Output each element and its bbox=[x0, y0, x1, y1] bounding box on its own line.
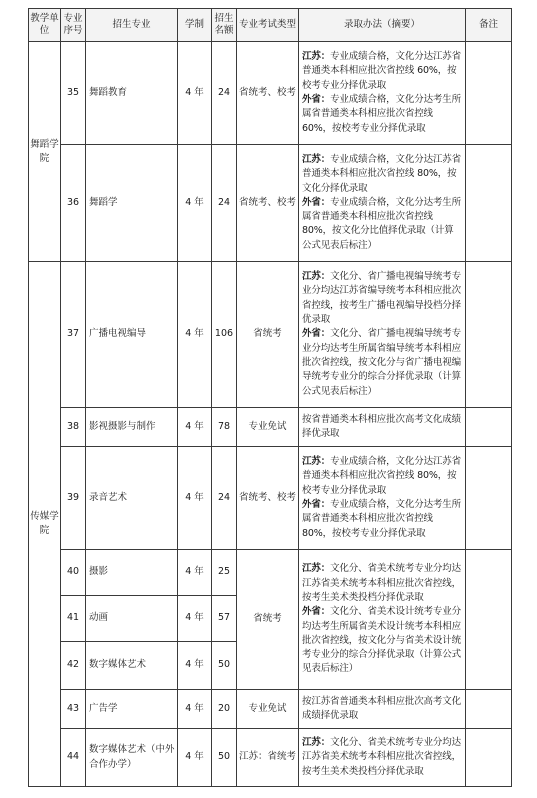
note-cell bbox=[466, 447, 512, 550]
major-cell: 摄影 bbox=[86, 550, 178, 596]
seq-cell: 35 bbox=[61, 42, 86, 145]
quota-cell: 78 bbox=[212, 408, 237, 447]
method-cell bbox=[299, 729, 466, 787]
major-cell: 广播电视编导 bbox=[86, 262, 178, 408]
method-text: 文化分、省美术统考专业分均达江苏省美术统考本科相应批次省控线，按考生美术类投档分择优录取 bbox=[302, 737, 461, 777]
major-cell: 舞蹈学 bbox=[86, 145, 178, 262]
method-cell bbox=[299, 262, 466, 408]
method-jiangsu bbox=[302, 153, 462, 196]
method-text: 按省普通类本科相应批次高考文化成绩择优录取 bbox=[302, 413, 461, 439]
duration-cell: 4 年 bbox=[178, 408, 212, 447]
region-label: 外省： bbox=[302, 606, 331, 618]
quota-cell: 24 bbox=[212, 145, 237, 262]
admission-table-sheet bbox=[28, 8, 511, 794]
quota-cell: 106 bbox=[212, 262, 237, 408]
method-cell bbox=[299, 447, 466, 550]
major-cell: 录音艺术 bbox=[86, 447, 178, 550]
region-label: 外省： bbox=[302, 328, 331, 340]
header-seq: 专业序号 bbox=[61, 9, 86, 42]
seq-cell: 38 bbox=[61, 408, 86, 447]
method-other bbox=[302, 327, 462, 398]
duration-cell: 4 年 bbox=[178, 42, 212, 145]
table-row bbox=[29, 42, 512, 145]
unit-dance: 舞蹈学院 bbox=[29, 42, 61, 262]
header-exam: 专业考试类型 bbox=[237, 9, 299, 42]
duration-cell: 4 年 bbox=[178, 642, 212, 690]
method-text: 文化分、省广播电视编导统考专业分均达考生所属省编导统考本科相应批次省控线，按文化分与省广播电视编导统考专业分的综合分择优录取（计算公式见表后标注） bbox=[302, 328, 461, 397]
table-row bbox=[29, 262, 512, 408]
method-other bbox=[302, 605, 462, 676]
method-cell bbox=[299, 690, 466, 729]
header-major: 招生专业 bbox=[86, 9, 178, 42]
seq-cell: 42 bbox=[61, 642, 86, 690]
region-label: 江苏： bbox=[302, 153, 331, 165]
region-label: 江苏： bbox=[302, 51, 331, 63]
method-text: 文化分、省美术设计统考专业分均达考生所属省美术设计统考本科相应批次省控线，按文化分与省美术设计统考专业分的综合分择优录取（计算公式见表后标注） bbox=[302, 606, 461, 675]
header-row bbox=[29, 9, 512, 42]
region-label: 外省： bbox=[302, 196, 331, 208]
header-method: 录取办法（摘要） bbox=[299, 9, 466, 42]
region-label: 外省： bbox=[302, 499, 331, 510]
table-row bbox=[29, 690, 512, 729]
seq-cell: 40 bbox=[61, 550, 86, 596]
method-text: 文化分、省美术统考专业分均达江苏省美术统考本科相应批次省控线，按考生美术类投档分择优录取 bbox=[302, 563, 461, 603]
region-label: 江苏： bbox=[302, 563, 331, 575]
method-text: 文化分、省广播电视编导统考专业分均达江苏省编导统考本科相应批次省控线，按考生广播电视编导投档分择优录取 bbox=[302, 271, 461, 326]
quota-cell: 24 bbox=[212, 447, 237, 550]
note-cell bbox=[466, 408, 512, 447]
header-quota: 招生名额 bbox=[212, 9, 237, 42]
method-text: 专业成绩合格，文化分达江苏省普通类本科相应批次省控线 60%，按校考专业分择优录取 bbox=[302, 51, 461, 91]
seq-cell: 44 bbox=[61, 729, 86, 787]
note-cell bbox=[466, 550, 512, 690]
duration-cell: 4 年 bbox=[178, 596, 212, 642]
header-duration: 学制 bbox=[178, 9, 212, 42]
quota-cell: 50 bbox=[212, 729, 237, 787]
method-jiangsu bbox=[302, 270, 462, 327]
quota-cell: 57 bbox=[212, 596, 237, 642]
duration-cell: 4 年 bbox=[178, 262, 212, 408]
region-label: 江苏： bbox=[302, 737, 331, 749]
unit-media: 传媒学院 bbox=[29, 262, 61, 787]
exam-cell: 省统考 bbox=[237, 550, 299, 690]
note-cell bbox=[466, 42, 512, 145]
table-row bbox=[29, 550, 512, 596]
duration-cell: 4 年 bbox=[178, 550, 212, 596]
table-row bbox=[29, 408, 512, 447]
exam-cell: 省统考、校考 bbox=[237, 447, 299, 550]
method-jiangsu bbox=[302, 50, 462, 93]
table-row bbox=[29, 145, 512, 262]
header-unit: 教学单位 bbox=[29, 9, 61, 42]
seq-cell: 41 bbox=[61, 596, 86, 642]
region-label: 江苏： bbox=[302, 271, 331, 283]
method-other bbox=[302, 196, 462, 253]
admission-table bbox=[28, 8, 512, 787]
quota-cell: 50 bbox=[212, 642, 237, 690]
header-note: 备注 bbox=[466, 9, 512, 42]
method-text: 专业成绩合格，文化分达江苏省普通类本科相应批次省控线 80%，按校考专业分择优录取 bbox=[302, 456, 461, 496]
major-cell: 广告学 bbox=[86, 690, 178, 729]
note-cell bbox=[466, 262, 512, 408]
exam-cell: 江苏：省统考 bbox=[237, 729, 299, 787]
method-cell bbox=[299, 550, 466, 690]
method-cell bbox=[299, 42, 466, 145]
duration-cell: 4 年 bbox=[178, 729, 212, 787]
seq-cell: 43 bbox=[61, 690, 86, 729]
exam-cell: 专业免试 bbox=[237, 408, 299, 447]
method-cell bbox=[299, 408, 466, 447]
exam-cell: 专业免试 bbox=[237, 690, 299, 729]
exam-cell: 省统考、校考 bbox=[237, 145, 299, 262]
method-text: 专业成绩合格，文化分达考生所属省普通类本科相应批次省控线 80%，按文化分比值择优录取（计算公式见表后标注） bbox=[302, 196, 461, 251]
major-cell: 动画 bbox=[86, 596, 178, 642]
quota-cell: 20 bbox=[212, 690, 237, 729]
method-text: 专业成绩合格，文化分达考生所属省普通类本科相应批次省控线 60%，按校考专业分择优录取 bbox=[302, 94, 461, 134]
method-other bbox=[302, 93, 462, 136]
duration-cell: 4 年 bbox=[178, 447, 212, 550]
exam-cell: 省统考 bbox=[237, 262, 299, 408]
table-row bbox=[29, 447, 512, 550]
method-text: 按江苏省普通类本科相应批次高考文化成绩择优录取 bbox=[302, 695, 461, 721]
major-cell: 数字媒体艺术 bbox=[86, 642, 178, 690]
method-text: 专业成绩合格，文化分达考生所属省普通类本科相应批次省控线 80%，按校考专业分择优录取 bbox=[302, 499, 461, 539]
note-cell bbox=[466, 690, 512, 729]
seq-cell: 36 bbox=[61, 145, 86, 262]
duration-cell: 4 年 bbox=[178, 145, 212, 262]
major-cell: 数字媒体艺术（中外合作办学） bbox=[86, 729, 178, 787]
seq-cell: 39 bbox=[61, 447, 86, 550]
method-jiangsu bbox=[302, 562, 462, 605]
quota-cell: 24 bbox=[212, 42, 237, 145]
region-label: 外省： bbox=[302, 94, 331, 105]
seq-cell: 37 bbox=[61, 262, 86, 408]
quota-cell: 25 bbox=[212, 550, 237, 596]
region-label: 江苏： bbox=[302, 456, 331, 468]
method-jiangsu bbox=[302, 455, 462, 498]
method-cell bbox=[299, 145, 466, 262]
method-jiangsu bbox=[302, 736, 462, 779]
note-cell bbox=[466, 145, 512, 262]
method-other bbox=[302, 498, 462, 541]
duration-cell: 4 年 bbox=[178, 690, 212, 729]
method-text: 专业成绩合格，文化分达江苏省普通类本科相应批次省控线 80%，按文化分择优录取 bbox=[302, 153, 461, 194]
major-cell: 影视摄影与制作 bbox=[86, 408, 178, 447]
table-row bbox=[29, 729, 512, 787]
major-cell: 舞蹈教育 bbox=[86, 42, 178, 145]
exam-cell: 省统考、校考 bbox=[237, 42, 299, 145]
note-cell bbox=[466, 729, 512, 787]
